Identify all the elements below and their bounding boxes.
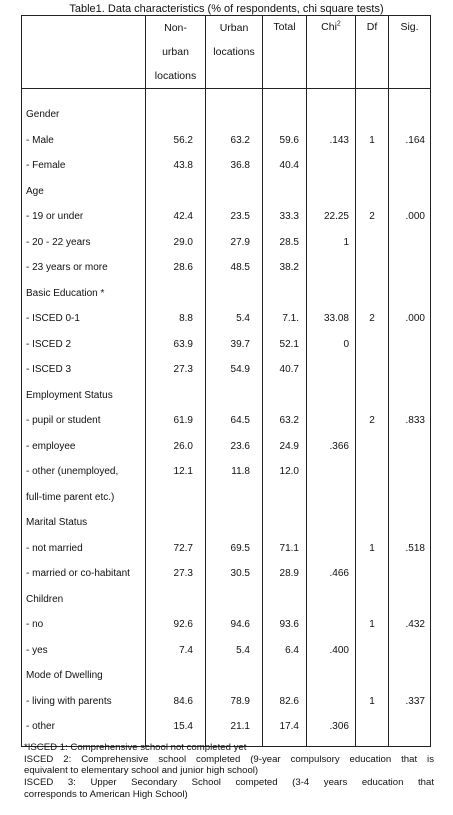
chi-value (307, 459, 355, 485)
row-label: Gender (26, 109, 60, 120)
total-value (263, 281, 306, 307)
header-chi-superscript: 2 (336, 20, 341, 28)
chi-value: 33.08 (323, 313, 349, 324)
chi-value (307, 179, 355, 205)
df-value (356, 255, 388, 281)
total-value: 28.9 (279, 568, 299, 579)
nonurban-value (146, 587, 205, 613)
urban-value: 64.5 (230, 415, 250, 426)
total-value: 33.3 (279, 211, 299, 222)
urban-value: 5.4 (236, 313, 250, 324)
nonurban-value: 28.6 (173, 262, 193, 273)
footnotes (24, 742, 434, 801)
table-title: Table1. Data characteristics (% of respondents, chi square tests) (69, 3, 384, 15)
chi-value (307, 510, 355, 536)
chi-value (307, 281, 355, 307)
total-value: 40.4 (279, 160, 299, 171)
total-value: 12.0 (279, 466, 299, 477)
row-label: - Male (26, 134, 54, 146)
sig-column (389, 89, 431, 747)
data-table (21, 15, 431, 747)
body-row (22, 89, 431, 747)
chi-value: .306 (329, 721, 349, 732)
df-value (356, 357, 388, 383)
row-label: - 19 or under (26, 211, 84, 222)
sig-value (389, 153, 430, 179)
row-label: - ISCED 0-1 (26, 313, 80, 324)
chi-value (307, 357, 355, 383)
sig-value (389, 102, 430, 128)
df-value (356, 663, 388, 689)
sig-value (389, 485, 430, 511)
header-nonurban-line2: urban (162, 46, 189, 58)
chi-value: 22.25 (323, 211, 349, 222)
sig-value (389, 383, 430, 409)
nonurban-value: 72.7 (173, 542, 193, 554)
nonurban-value: 8.8 (179, 313, 193, 324)
urban-value: 39.7 (230, 338, 250, 350)
sig-value: .000 (405, 313, 425, 324)
sig-value: .432 (405, 619, 425, 630)
sig-value: .164 (405, 134, 425, 146)
df-value: 1 (369, 134, 375, 146)
nonurban-value (146, 510, 205, 536)
chi-value: .400 (329, 644, 349, 656)
urban-value: 69.5 (230, 542, 250, 554)
df-value (356, 230, 388, 256)
total-value: 52.1 (279, 338, 299, 350)
footnote-isced2-line1: ISCED 2: Comprehensive school completed (9-year compulsory education that is (24, 753, 434, 765)
chi-value: 1 (343, 236, 349, 248)
header-urban (206, 16, 263, 89)
urban-value (206, 281, 262, 307)
df-value (356, 153, 388, 179)
row-label: - other (26, 721, 55, 732)
sig-value (389, 638, 430, 664)
urban-value: 5.4 (236, 644, 250, 656)
footnote-isced2-line2: equivalent to elementary school and junior high school) (24, 765, 259, 777)
row-label: - employee (26, 440, 76, 452)
sig-value (389, 663, 430, 689)
urban-value: 11.8 (231, 466, 250, 477)
total-value: 82.6 (279, 695, 299, 707)
nonurban-value: 27.3 (173, 568, 193, 579)
row-label: Employment Status (26, 389, 113, 401)
header-chi-text: Chi (321, 21, 337, 33)
urban-value: 63.2 (230, 134, 250, 146)
nonurban-value: 26.0 (173, 440, 193, 452)
row-label: - Female (26, 160, 66, 171)
urban-value: 94.6 (230, 619, 250, 630)
nonurban-value: 15.4 (173, 721, 193, 732)
chi-value (307, 689, 355, 715)
sig-value (389, 434, 430, 460)
df-value (356, 485, 388, 511)
nonurban-value: 43.8 (173, 160, 193, 171)
chi-value (307, 383, 355, 409)
df-value: 1 (369, 619, 375, 630)
chi-value (307, 485, 355, 511)
urban-value (206, 587, 262, 613)
total-value: 59.6 (279, 134, 299, 146)
header-df (356, 16, 389, 89)
df-value (356, 102, 388, 128)
df-value (356, 434, 388, 460)
nonurban-value: 63.9 (173, 338, 193, 350)
sig-value (389, 459, 430, 485)
urban-value: 27.9 (230, 236, 250, 248)
total-value (263, 485, 306, 511)
chi-value (307, 587, 355, 613)
total-value: 63.2 (279, 415, 299, 426)
nonurban-value: 84.6 (173, 695, 193, 707)
total-value: 6.4 (285, 644, 299, 656)
row-label: - 20 - 22 years (26, 236, 91, 248)
nonurban-value: 56.2 (173, 134, 193, 146)
header-urban-line1: Urban (219, 22, 249, 34)
nonurban-value: 27.3 (173, 364, 193, 375)
chi-value: .466 (329, 568, 349, 579)
row-label: Children (26, 593, 64, 605)
header-sig-text: Sig. (400, 21, 419, 33)
total-value: 24.9 (279, 440, 299, 452)
sig-value: .518 (405, 542, 425, 554)
row-label: full-time parent etc.) (26, 491, 115, 503)
urban-value: 78.9 (230, 695, 250, 707)
sig-value: .833 (405, 415, 425, 426)
row-label: - married or co-habitant (26, 568, 130, 579)
total-value (263, 587, 306, 613)
row-label: - 23 years or more (26, 262, 108, 273)
row-label: - ISCED 2 (26, 338, 72, 350)
sig-value (389, 510, 430, 536)
sig-value (389, 332, 430, 358)
header-nonurban (146, 16, 206, 89)
urban-value (206, 663, 262, 689)
row-label: - pupil or student (26, 415, 101, 426)
header-df-text: Df (366, 21, 378, 33)
urban-value: 48.5 (230, 262, 250, 273)
header-chi (307, 16, 356, 89)
chi-value (307, 408, 355, 434)
df-column (356, 89, 389, 747)
urban-value (206, 510, 262, 536)
header-nonurban-line3: locations (154, 70, 197, 82)
urban-value: 23.6 (230, 440, 250, 452)
df-value (356, 638, 388, 664)
total-value (263, 102, 306, 128)
chi-value: .366 (329, 440, 349, 452)
sig-value: .337 (405, 695, 425, 707)
row-labels-column (22, 89, 146, 747)
nonurban-value: 42.4 (173, 211, 193, 222)
row-label: - yes (26, 644, 48, 656)
total-value: 28.5 (279, 236, 299, 248)
row-label: - other (unemployed, (26, 466, 119, 477)
header-total (263, 16, 307, 89)
df-value (356, 587, 388, 613)
df-value: 2 (369, 211, 375, 222)
chi-column (307, 89, 356, 747)
nonurban-value (146, 281, 205, 307)
df-value: 2 (369, 313, 375, 324)
total-value (263, 179, 306, 205)
urban-value (206, 383, 262, 409)
footnote-isced3-line1: ISCED 3: Upper Secondary School competed (3-4 years education that (24, 777, 434, 789)
row-label: - ISCED 3 (26, 364, 72, 375)
nonurban-value: 12.1 (173, 466, 193, 477)
header-row (22, 16, 431, 89)
total-value: 93.6 (279, 619, 299, 630)
row-label: Mode of Dwelling (26, 670, 103, 681)
total-value: 38.2 (279, 262, 299, 273)
df-value (356, 281, 388, 307)
chi-value: .143 (329, 134, 349, 146)
chi-value (307, 255, 355, 281)
row-label: - living with parents (26, 695, 112, 707)
nonurban-value (146, 485, 205, 511)
nonurban-value: 61.9 (173, 415, 193, 426)
nonurban-column (146, 89, 206, 747)
row-label: Basic Education * (26, 287, 105, 299)
chi-value (307, 536, 355, 562)
total-column (263, 89, 307, 747)
chi-value (307, 612, 355, 638)
nonurban-value: 29.0 (173, 236, 193, 248)
sig-value (389, 179, 430, 205)
sig-value (389, 255, 430, 281)
chi-value (307, 153, 355, 179)
total-value: 17.4 (279, 721, 299, 732)
sig-value (389, 281, 430, 307)
nonurban-value: 7.4 (179, 644, 193, 656)
sig-value (389, 714, 430, 740)
total-value: 71.1 (279, 542, 299, 554)
footnote-isced3-line2: corresponds to American High School) (24, 788, 188, 800)
header-nonurban-line1: Non- (164, 22, 187, 34)
chi-value (307, 663, 355, 689)
total-value: 40.7 (279, 364, 299, 375)
nonurban-value: 92.6 (173, 619, 193, 630)
urban-value (206, 102, 262, 128)
nonurban-value (146, 663, 205, 689)
urban-value: 21.1 (230, 721, 250, 732)
df-value (356, 561, 388, 587)
urban-value: 23.5 (230, 211, 250, 222)
urban-value (206, 485, 262, 511)
df-value: 1 (369, 695, 375, 707)
sig-value: .000 (405, 211, 425, 222)
header-urban-line2: locations (213, 46, 255, 58)
total-value: 7.1. (282, 313, 299, 324)
row-label: - not married (26, 542, 83, 554)
df-value (356, 459, 388, 485)
df-value (356, 714, 388, 740)
nonurban-value (146, 102, 205, 128)
total-value (263, 510, 306, 536)
urban-column (206, 89, 263, 747)
sig-value (389, 357, 430, 383)
urban-value (206, 179, 262, 205)
sig-value (389, 561, 430, 587)
df-value (356, 332, 388, 358)
sig-value (389, 587, 430, 613)
df-value (356, 383, 388, 409)
footnote-isced1: *ISCED 1: Comprehensive school not completed yet (24, 742, 247, 753)
row-label: Age (26, 185, 44, 197)
df-value (356, 510, 388, 536)
df-value (356, 179, 388, 205)
chi-value (307, 102, 355, 128)
urban-value: 30.5 (230, 568, 250, 579)
df-value: 2 (369, 415, 375, 426)
chi-value: 0 (343, 338, 349, 350)
nonurban-value (146, 383, 205, 409)
sig-value (389, 230, 430, 256)
header-total-text: Total (273, 21, 296, 33)
df-value: 1 (369, 542, 375, 554)
urban-value: 54.9 (230, 364, 250, 375)
row-label: - no (26, 619, 44, 630)
row-label: Marital Status (26, 517, 88, 528)
total-value (263, 383, 306, 409)
total-value (263, 663, 306, 689)
nonurban-value (146, 179, 205, 205)
header-sig (389, 16, 431, 89)
urban-value: 36.8 (230, 160, 250, 171)
header-blank (22, 16, 146, 89)
